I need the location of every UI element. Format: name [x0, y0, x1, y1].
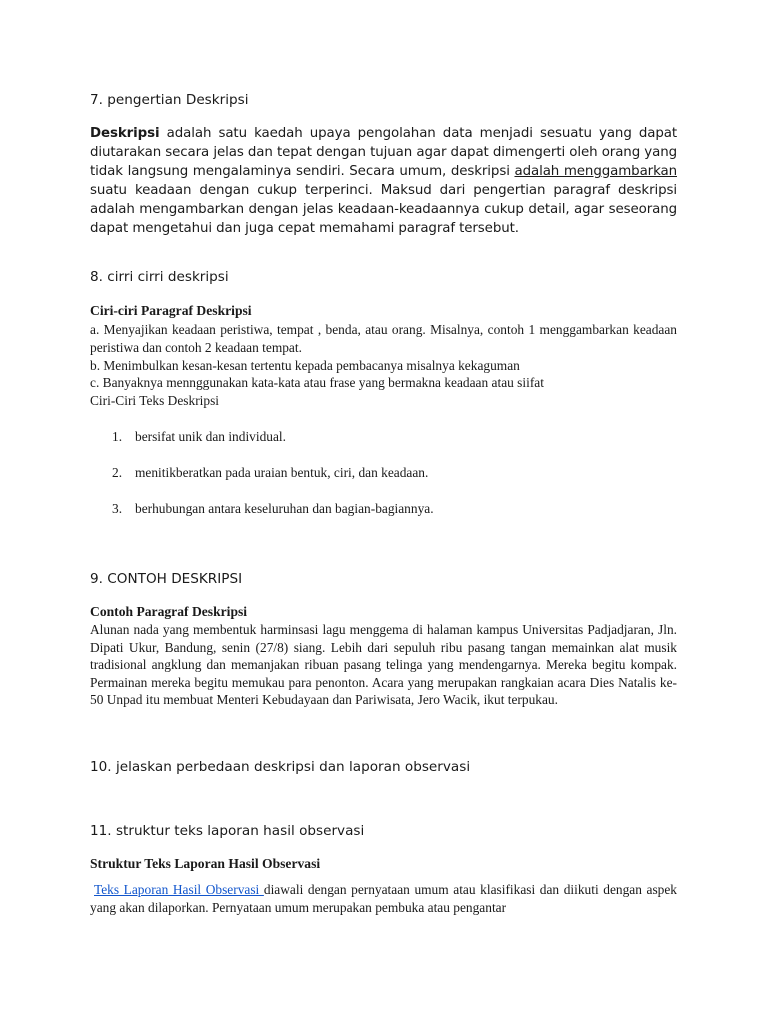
definition-text-a: adalah satu kaedah upaya pengolahan data menjadi sesuatu yang dapat diutarakan secara jelas dan tepat dengan tujuan agar dapat dimengerti oleh orang yang tidak langsung mengalaminya sendiri. Secara umum, deskripsi [90, 126, 677, 179]
struktur-body: diawali dengan pernyataan umum atau klasifikasi dan diikuti dengan aspek yang akan dilaporkan. Pernyataan umum merupakan pembuka atau pengantar [90, 882, 677, 915]
ciri-item-b: b. Menimbulkan kesan-kesan tertentu kepada pembacanya misalnya kekaguman [90, 358, 520, 373]
underlined-phrase: adalah menggambarkan [514, 164, 677, 179]
section-7-heading: 7. pengertian Deskripsi [90, 92, 249, 108]
definition-text-b: suatu keadaan dengan cukup terperinci. Maksud dari pengertian paragraf deskripsi adalah mengambarkan dengan jelas keadaan-keadaannya cukup detail, agar seseorang dapat mengetahui dan juga cepat memahami paragraf tersebut. [90, 183, 677, 236]
struktur-subheading: Struktur Teks Laporan Hasil Observasi [90, 856, 321, 871]
contoh-subheading: Contoh Paragraf Deskripsi [90, 604, 248, 619]
ciri-teks-list [90, 428, 677, 536]
struktur-paragraph [90, 881, 677, 916]
ciri-paragraf-subheading: Ciri-ciri Paragraf Deskripsi [90, 303, 252, 318]
section-11-heading: 11. struktur teks laporan hasil observasi [90, 823, 365, 839]
section-10-heading: 10. jelaskan perbedaan deskripsi dan laporan observasi [90, 759, 471, 775]
ciri-teks-subheading: Ciri-Ciri Teks Deskripsi [90, 393, 219, 408]
section-8-heading: 8. cirri cirri deskripsi [90, 269, 229, 285]
section-9-heading: 9. CONTOH DESKRIPSI [90, 571, 243, 587]
section-7-paragraph [90, 124, 677, 238]
ciri-item-c: c. Banyaknya mennggunakan kata-kata atau frase yang bermakna keadaan atau siifat [90, 375, 544, 390]
list-item: 1. bersifat unik dan individual. [112, 429, 286, 444]
ciri-item-a: a. Menyajikan keadaan peristiwa, tempat , benda, atau orang. Misalnya, contoh 1 menggambarkan keadaan peristiwa dan contoh 2 keadaan tempat. [90, 322, 677, 355]
list-item: 2. menitikberatkan pada uraian bentuk, ciri, dan keadaan. [112, 465, 429, 480]
term-deskripsi: Deskripsi [90, 126, 160, 141]
contoh-paragraph: Alunan nada yang membentuk harminsasi lagu menggema di halaman kampus Universitas Padjadjaran, Jln. Dipati Ukur, Bandung, senin (27/8) siang. Lebih dari sepuluh ribu pasang tangan memainkan alat musik tradisional angklung dan memanjakan ribuan pasang telinga yang mendengarnya. Mereka begitu kompak. Permainan mereka begitu memukau para penonton. Acara yang merupakan rangkaian acara Dies Natalis ke-50 Unpad itu membuat Menteri Kebudayaan dan Pariwisata, Jero Wacik, ikut terpukau. [90, 622, 677, 707]
list-item: 3. berhubungan antara keseluruhan dan bagian-bagiannya. [112, 501, 434, 516]
teks-laporan-link[interactable]: Teks Laporan Hasil Observasi [94, 882, 264, 897]
